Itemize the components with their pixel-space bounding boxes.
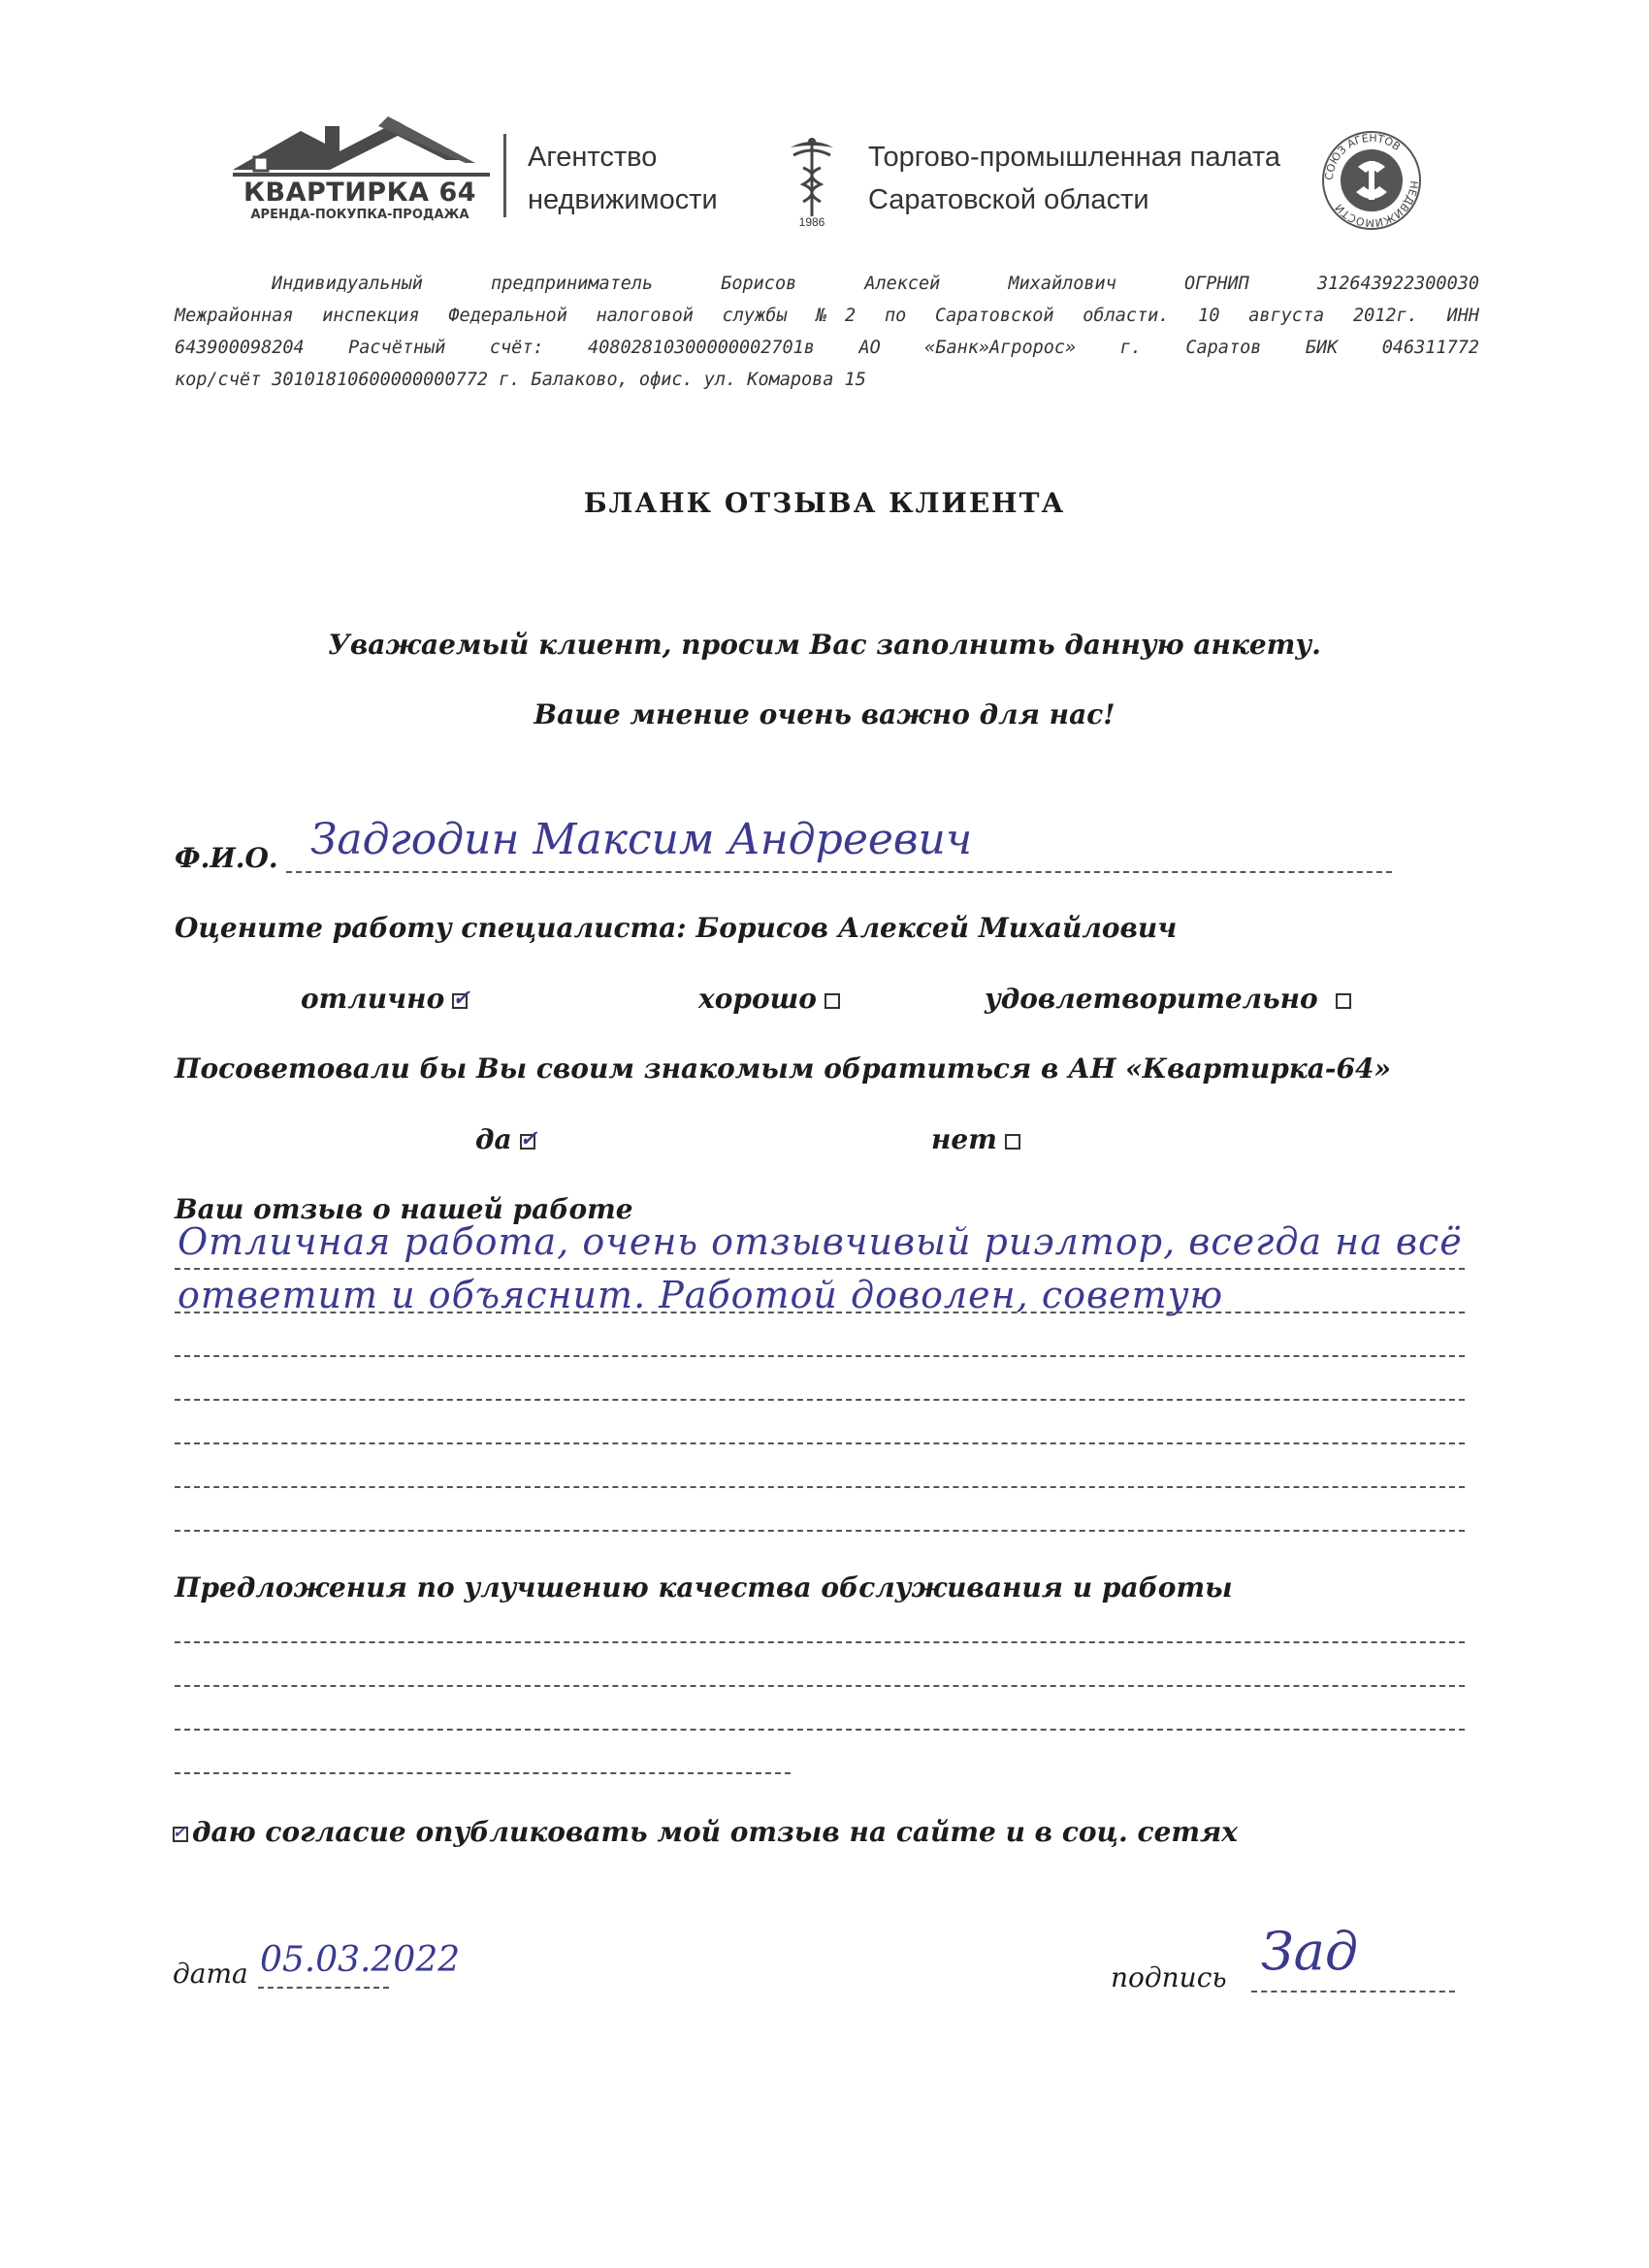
rate-option-label: удовлетворительно <box>985 983 1318 1015</box>
recommend-option-label: да <box>475 1123 512 1155</box>
fio-label: Ф.И.О. <box>175 842 278 874</box>
rate-option-satisfactory[interactable] <box>985 983 1351 1015</box>
review-line <box>175 1530 1465 1532</box>
suggestions-line <box>175 1641 1465 1643</box>
requisites-line-3: 643900098204 Расчётный счёт: 40802810300000002701в АО «Банк»Агророс» г. Саратов БИК 046311772 <box>175 338 1479 358</box>
form-title: БЛАНК ОТЗЫВА КЛИЕНТА <box>583 487 1066 519</box>
rate-option-excellent[interactable] <box>301 983 468 1015</box>
chamber-line-2: Саратовской области <box>868 184 1149 215</box>
chamber-caption <box>868 136 1280 221</box>
recommend-option-no[interactable] <box>931 1123 1020 1155</box>
suggestions-line <box>175 1729 1465 1731</box>
recommend-option-yes[interactable] <box>475 1123 538 1155</box>
agency-caption <box>528 136 718 221</box>
checkbox-checked-icon[interactable]: ✓ <box>452 985 470 1011</box>
svg-text:СОЮЗ АГЕНТОВ: СОЮЗ АГЕНТОВ <box>1322 131 1404 181</box>
brand-name: КВАРТИРКА 64 <box>242 178 477 208</box>
review-line <box>175 1355 1465 1357</box>
review-line <box>175 1399 1465 1401</box>
svg-text:НЕДВИЖИМОСТИ: НЕДВИЖИМОСТИ <box>1332 179 1421 230</box>
review-line <box>175 1268 1465 1270</box>
rate-option-good[interactable] <box>698 983 840 1015</box>
emblem-year: 1986 <box>798 215 825 229</box>
brand-tagline: АРЕНДА-ПОКУПКА-ПРОДАЖА <box>250 208 469 222</box>
consent-checkbox[interactable] <box>173 1816 1238 1848</box>
checkbox-icon[interactable] <box>824 993 840 1009</box>
rate-label: Оцените работу специалиста: Борисов Алексей Михайлович <box>175 912 1178 944</box>
rate-option-label: хорошо <box>698 983 817 1015</box>
intro-line-2: Ваше мнение очень важно для нас! <box>534 698 1116 730</box>
requisites-line-2: Межрайонная инспекция Федеральной налоговой службы №2 по Саратовской области. 10 августа 2012г. ИНН <box>175 306 1479 326</box>
rate-option-label: отлично <box>301 983 445 1015</box>
suggestions-line <box>175 1685 1465 1687</box>
fio-line <box>286 871 1392 873</box>
recommend-label: Посоветовали бы Вы своим знакомым обратиться в АН «Квартирка-64» <box>175 1053 1391 1085</box>
header-divider <box>503 134 506 217</box>
intro-line-1: Уважаемый клиент, просим Вас заполнить данную анкету. <box>328 629 1321 661</box>
agency-line-1: Агентство <box>528 142 658 173</box>
checkbox-icon[interactable] <box>1005 1134 1020 1150</box>
review-label: Ваш отзыв о нашей работе <box>175 1193 633 1225</box>
suggestions-line <box>175 1772 791 1774</box>
chamber-line-1: Торгово-промышленная палата <box>868 142 1280 173</box>
company-requisites <box>175 268 1479 396</box>
date-label: дата <box>173 1958 248 1990</box>
date-line <box>258 1987 389 1989</box>
checkbox-checked-icon[interactable]: ✓ <box>519 1125 538 1151</box>
recommend-option-label: нет <box>931 1123 997 1155</box>
review-line-2[interactable]: ответит и объяснит. Работой доволен, советую <box>178 1274 1224 1316</box>
signature-line <box>1251 1991 1455 1993</box>
checkbox-checked-icon[interactable]: ✓ <box>173 1827 188 1842</box>
consent-label: даю согласие опубликовать мой отзыв на сайте и в соц. сетях <box>192 1816 1238 1848</box>
fio-value[interactable]: Задгодин Максим Андреевич <box>310 815 973 864</box>
review-line <box>175 1312 1465 1313</box>
suggestions-label: Предложения по улучшению качества обслуживания и работы <box>175 1571 1233 1604</box>
house-roof-icon <box>233 116 490 184</box>
review-line <box>175 1486 1465 1488</box>
requisites-line-4: кор/счёт 30101810600000000772 г. Балаково, офис. ул. Комарова 15 <box>175 370 866 390</box>
signature-label: подпись <box>1111 1961 1227 1993</box>
signature-value[interactable]: Зад <box>1261 1921 1359 1982</box>
review-line-1[interactable]: Отличная работа, очень отзывчивый риэлтор, всегда на всё <box>178 1220 1463 1263</box>
agency-line-2: недвижимости <box>528 184 718 215</box>
union-seal-icon <box>1319 128 1424 233</box>
requisites-line-1: Индивидуальный предприниматель Борисов Алексей Михайлович ОГРНИП 312643922300030 <box>272 274 1479 294</box>
checkbox-icon[interactable] <box>1336 993 1351 1009</box>
review-line <box>175 1442 1465 1444</box>
date-value[interactable]: 05.03.2022 <box>260 1940 461 1980</box>
